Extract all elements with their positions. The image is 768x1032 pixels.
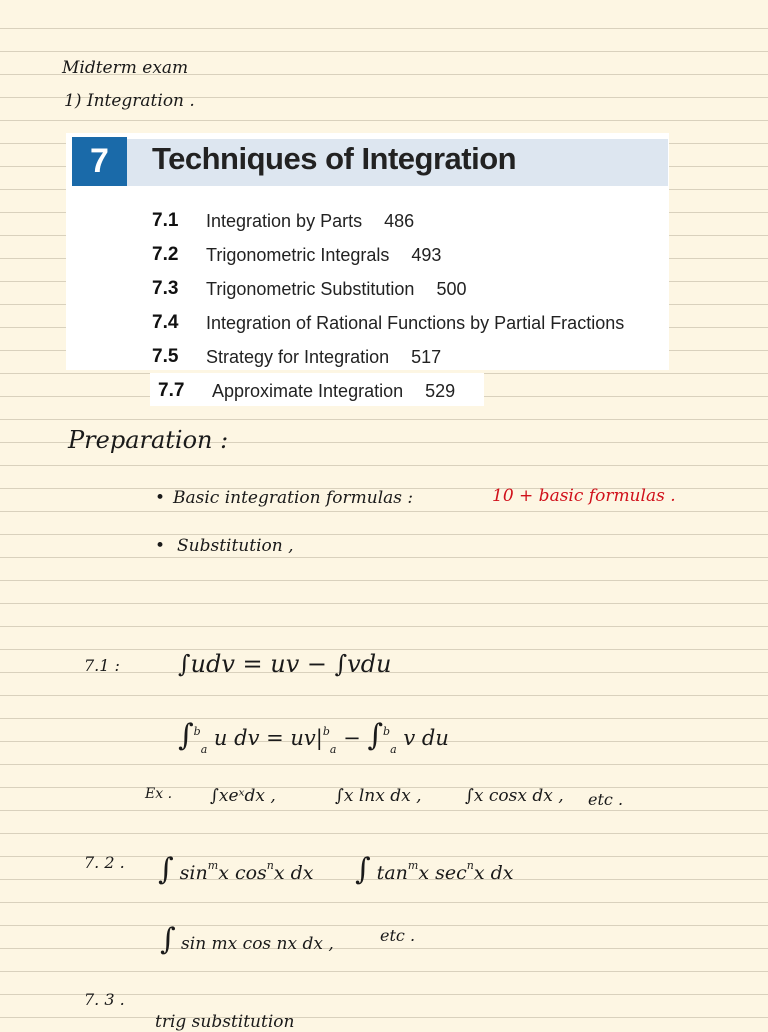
toc-title: Trigonometric Integrals bbox=[206, 244, 390, 265]
example-etc: etc . bbox=[588, 790, 624, 809]
toc-number: 7.1 bbox=[152, 210, 179, 231]
integration-by-parts-formula: ∫udv = uv − ∫vdu bbox=[178, 650, 392, 678]
toc-title: Integration of Rational Functions by Partial Fractions bbox=[206, 312, 625, 333]
toc-title: Approximate Integration bbox=[212, 380, 404, 401]
section-7-2-label: 7. 2 . bbox=[84, 853, 125, 872]
toc-entry bbox=[152, 275, 466, 303]
chapter-title: Techniques of Integration bbox=[152, 141, 517, 176]
notes-heading: Midterm exam bbox=[62, 58, 189, 78]
toc-number: 7.3 bbox=[152, 278, 179, 299]
notes-topic: 1) Integration . bbox=[64, 91, 195, 111]
toc-entry bbox=[152, 241, 441, 269]
chapter-number: 7 bbox=[72, 137, 127, 186]
bullet-dot: • bbox=[155, 536, 166, 556]
section-7-3-label: 7. 3 . bbox=[84, 990, 125, 1009]
toc-number: 7.2 bbox=[152, 244, 179, 265]
toc-page: 486 bbox=[384, 210, 415, 231]
toc-page: 529 bbox=[425, 380, 456, 401]
toc-page: 493 bbox=[411, 244, 442, 265]
toc-entry bbox=[152, 309, 624, 337]
definite-parts-formula: ∫$^b_a$ u dv = $uv|^b_a - \int^b_a$ v du bbox=[178, 718, 449, 756]
basic-formulas-note: 10 + basic formulas . bbox=[492, 486, 676, 506]
example-integral-1: ∫xeˣdx , bbox=[210, 786, 276, 806]
toc-title: Strategy for Integration bbox=[206, 346, 390, 367]
toc-number: 7.5 bbox=[152, 346, 179, 367]
toc-page: 500 bbox=[436, 278, 467, 299]
example-integral-2: ∫x lnx dx , bbox=[335, 786, 422, 806]
section-7-3-line: trig substitution bbox=[155, 1012, 295, 1032]
toc-entry bbox=[152, 207, 414, 235]
toc-entry bbox=[152, 343, 441, 371]
bullet-substitution: Substitution , bbox=[177, 536, 294, 556]
toc-title: Trigonometric Substitution bbox=[206, 278, 415, 299]
example-label: Ex . bbox=[145, 786, 173, 802]
preparation-title: Preparation : bbox=[68, 426, 229, 454]
trig-integral-sin-mx-cos-nx: ∫ sin mx cos nx dx , bbox=[160, 922, 334, 957]
toc-number: 7.4 bbox=[152, 312, 179, 333]
section-7-2-etc: etc . bbox=[380, 926, 416, 945]
toc-page: 517 bbox=[411, 346, 442, 367]
toc-number: 7.7 bbox=[158, 380, 185, 401]
trig-integral-sin-cos: ∫ $\sin^mx$ $\cos^nx$ dx bbox=[158, 852, 314, 887]
example-integral-3: ∫x cosx dx , bbox=[465, 786, 564, 806]
bullet-dot: • bbox=[155, 488, 166, 508]
bullet-basic-formulas: Basic integration formulas : bbox=[173, 488, 414, 508]
toc-entry bbox=[158, 377, 455, 405]
section-7-1-label: 7.1 : bbox=[84, 656, 120, 675]
trig-integral-tan-sec: ∫ $\tan^mx$ $\sec^nx$ dx bbox=[355, 852, 514, 887]
toc-title: Integration by Parts bbox=[206, 210, 363, 231]
